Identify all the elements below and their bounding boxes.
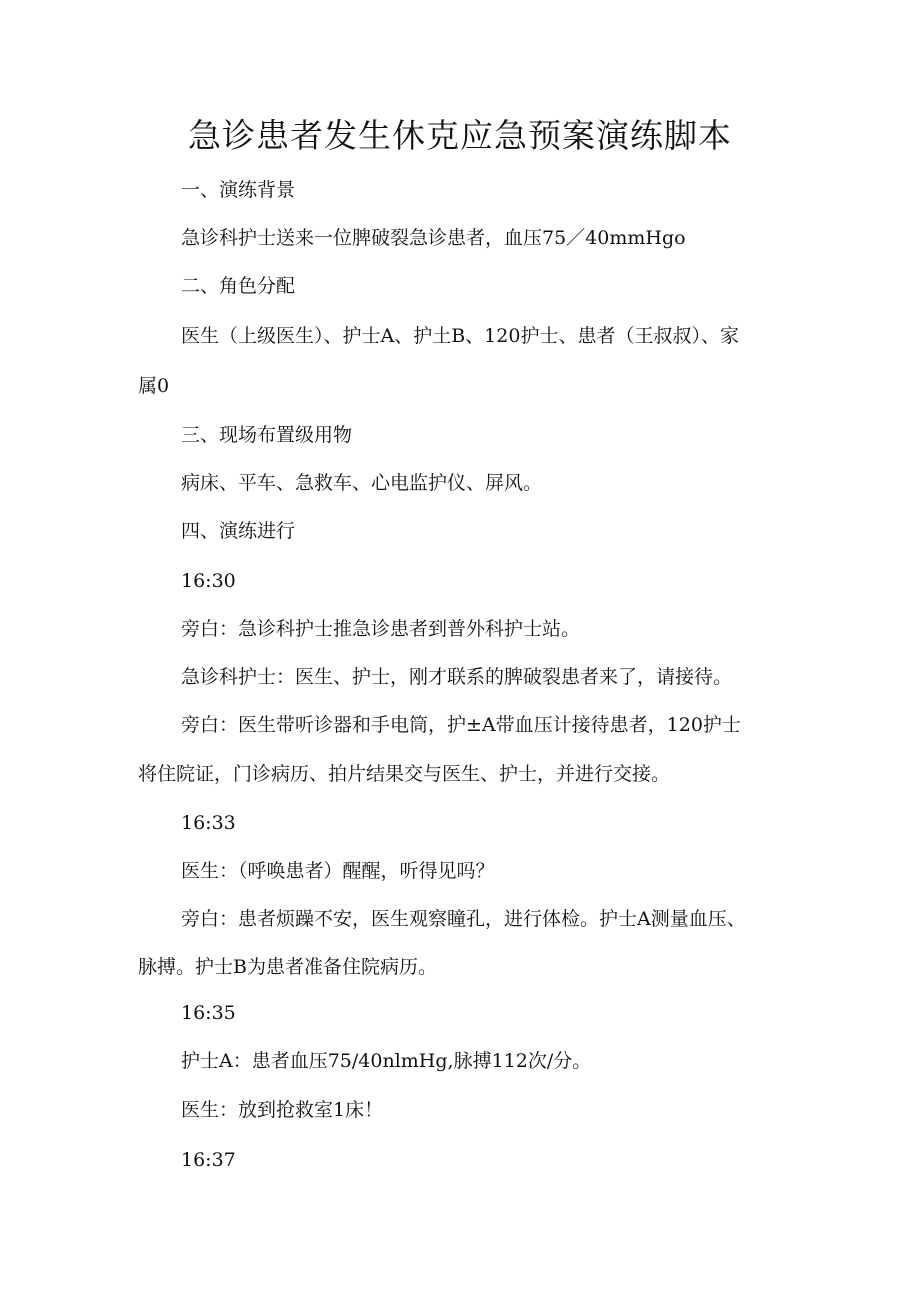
paragraph-roles-continued: 属0: [138, 375, 170, 397]
paragraph-roles: 医生（上级医生）、护士A、护土B、120护士、患者（王叔叔）、家: [181, 325, 739, 347]
script-line: 旁白：患者烦躁不安，医生观察瞳孔，进行体检。护士A测量血压、: [181, 908, 746, 930]
timestamp: 16:30: [181, 570, 236, 592]
section-heading-roles: 二、角色分配: [181, 275, 296, 297]
script-line: 医生：放到抢救室1床！: [181, 1099, 384, 1121]
timestamp: 16:33: [181, 812, 236, 834]
section-heading-background: 一、演练背景: [181, 179, 296, 201]
script-line-continued: 脉搏。护士B为患者准备住院病历。: [138, 956, 437, 978]
timestamp: 16:37: [181, 1149, 236, 1171]
script-line: 旁白：医生带听诊器和手电筒，护±A带血压计接待患者，120护士: [181, 714, 741, 736]
paragraph-setup: 病床、平车、急救车、心电监护仪、屏风。: [181, 472, 543, 494]
section-heading-drill: 四、演练进行: [181, 520, 296, 542]
script-line: 急诊科护士：医生、护士，刚才联系的脾破裂患者来了，请接待。: [181, 666, 733, 688]
section-heading-setup: 三、现场布置级用物: [181, 424, 353, 446]
script-line-continued: 将住院证，门诊病历、拍片结果交与医生、护士，并进行交接。: [138, 763, 671, 785]
paragraph-background: 急诊科护士送来一位脾破裂急诊患者，血压75／40mmHgo: [181, 227, 686, 249]
script-line: 医生：（呼唤患者）醒醒，听得见吗？: [181, 860, 495, 882]
script-line: 护士A：患者血压75/40nlmHg,脉搏112次/分。: [181, 1050, 592, 1072]
timestamp: 16:35: [181, 1002, 236, 1024]
document-title: 急诊患者发生休克应急预案演练脚本: [188, 116, 732, 155]
script-line: 旁白：急诊科护士推急诊患者到普外科护士站。: [181, 618, 581, 640]
